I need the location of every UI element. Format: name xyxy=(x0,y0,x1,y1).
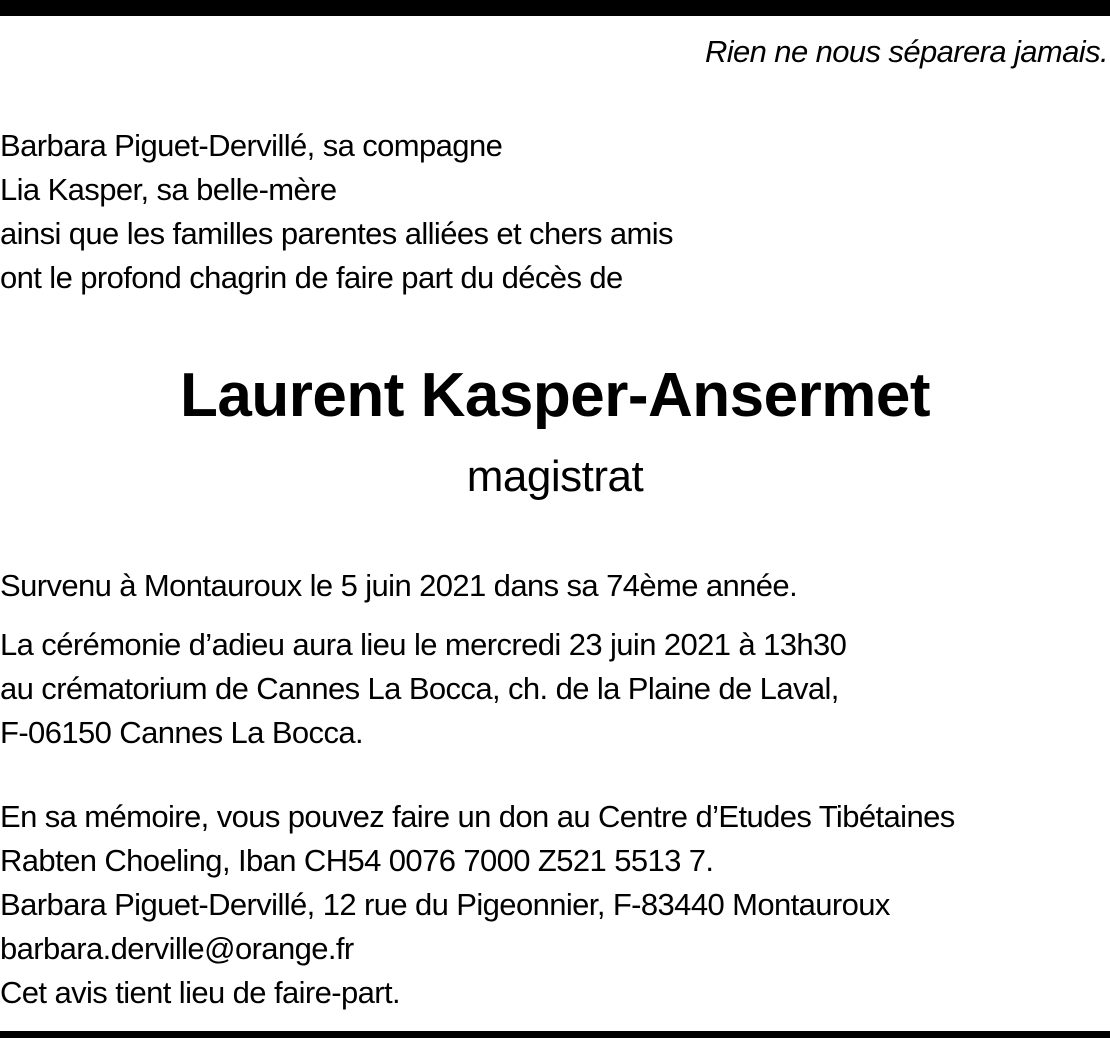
deceased-name: Laurent Kasper-Ansermet xyxy=(180,361,930,430)
ceremony-line: au crématorium de Cannes La Bocca, ch. de la Plaine de Laval, xyxy=(0,671,839,706)
donation-line: En sa mémoire, vous pouvez faire un don au Centre d’Etudes Tibétaines xyxy=(0,799,955,834)
epigraph: Rien ne nous séparera jamais. xyxy=(704,34,1108,69)
mourner-line: ainsi que les familles parentes alliées et chers amis xyxy=(0,216,673,251)
donation-block xyxy=(0,795,955,1015)
death-notice: Survenu à Montauroux le 5 juin 2021 dans sa 74ème année. xyxy=(0,568,798,603)
deceased-occupation: magistrat xyxy=(466,452,644,501)
ceremony-line: F-06150 Cannes La Bocca. xyxy=(0,715,364,750)
bottom-border xyxy=(0,1031,1110,1038)
donation-line: Rabten Choeling, Iban CH54 0076 7000 Z521 5513 7. xyxy=(0,843,714,878)
mourner-line: Barbara Piguet-Dervillé, sa compagne xyxy=(0,128,503,163)
top-border xyxy=(0,0,1110,16)
ceremony-line: La cérémonie d’adieu aura lieu le mercredi 23 juin 2021 à 13h30 xyxy=(0,627,847,662)
ceremony-block xyxy=(0,623,846,755)
death-notice-block xyxy=(0,564,797,608)
donation-line: Barbara Piguet-Dervillé, 12 rue du Pigeonnier, F-83440 Montauroux xyxy=(0,887,890,922)
contact-email[interactable]: barbara.derville@orange.fr xyxy=(0,931,354,966)
donation-line: Cet avis tient lieu de faire-part. xyxy=(0,975,401,1010)
mourners-block xyxy=(0,124,673,300)
mourner-line: Lia Kasper, sa belle-mère xyxy=(0,172,337,207)
mourner-line: ont le profond chagrin de faire part du décès de xyxy=(0,260,623,295)
